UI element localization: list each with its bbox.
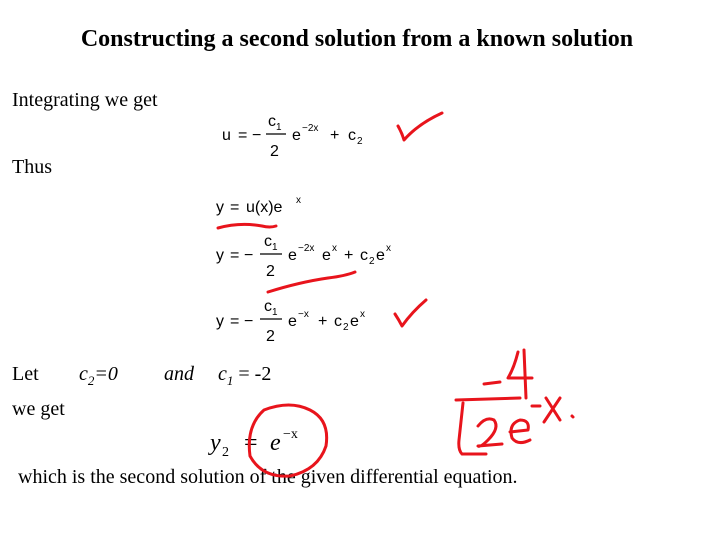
- svg-text:c: c: [360, 247, 368, 264]
- svg-text:+: +: [344, 247, 354, 264]
- svg-text:c: c: [334, 313, 342, 330]
- svg-text:e: e: [288, 247, 297, 264]
- svg-text:x: x: [386, 243, 391, 254]
- thus-label: Thus: [12, 156, 52, 178]
- svg-text:e: e: [322, 247, 331, 264]
- svg-text:=: =: [230, 199, 240, 216]
- svg-text:+: +: [330, 127, 340, 144]
- c1-condition: $c_1 = -2$: [218, 363, 272, 388]
- handwritten-dot: [572, 416, 573, 417]
- svg-text:=: =: [230, 247, 240, 264]
- svg-text:y: y: [216, 313, 224, 330]
- slide-title: Constructing a second solution from a known solution: [80, 26, 634, 52]
- c2-condition: $c_2=0$: [79, 363, 118, 388]
- svg-text:x: x: [360, 309, 365, 320]
- svg-text:e: e: [288, 313, 297, 330]
- svg-text:−2x: −2x: [302, 123, 319, 134]
- svg-text:−x: −x: [283, 427, 298, 442]
- svg-text:=: =: [230, 313, 240, 330]
- svg-text:x: x: [332, 243, 337, 254]
- equation-y-final: [206, 420, 316, 460]
- svg-text:x: x: [296, 195, 301, 206]
- and-label: and: [164, 363, 194, 385]
- svg-text:2: 2: [369, 256, 375, 267]
- integrating-label: Integrating we get: [12, 89, 158, 111]
- svg-text:+: +: [318, 313, 328, 330]
- svg-text:=: =: [238, 127, 248, 144]
- svg-text:2: 2: [357, 136, 363, 147]
- svg-text:u(x)e: u(x)e: [246, 199, 283, 216]
- svg-text:e: e: [270, 430, 281, 456]
- svg-text:c: c: [268, 113, 276, 130]
- svg-text:2: 2: [222, 445, 229, 460]
- svg-text:2: 2: [270, 143, 279, 160]
- box-mark: [456, 398, 520, 454]
- svg-text:y: y: [210, 430, 221, 456]
- svg-text:1: 1: [272, 242, 278, 253]
- conclusion-text: which is the second solution of the given differential equation.: [18, 466, 518, 488]
- svg-text:y: y: [216, 247, 224, 264]
- svg-text:−2x: −2x: [298, 243, 315, 254]
- svg-text:2: 2: [343, 322, 349, 333]
- svg-text:2: 2: [266, 263, 275, 280]
- svg-text:1: 1: [276, 122, 282, 133]
- svg-text:=: =: [244, 430, 258, 456]
- we-get-label: we get: [12, 398, 65, 420]
- checkmark-icon: [395, 300, 426, 326]
- handwritten-exponent: [532, 398, 560, 422]
- svg-text:−: −: [244, 313, 254, 330]
- equation-u: [218, 106, 388, 162]
- equation-y1: [212, 190, 332, 220]
- svg-text:1: 1: [272, 307, 278, 318]
- svg-text:c: c: [264, 233, 272, 250]
- svg-text:−: −: [252, 127, 262, 144]
- equation-y3: [212, 290, 392, 346]
- let-label: Let: [12, 363, 39, 385]
- checkmark-icon: [398, 113, 442, 140]
- svg-text:u: u: [222, 127, 231, 144]
- svg-text:−: −: [244, 247, 254, 264]
- svg-text:−x: −x: [298, 309, 309, 320]
- handwritten-minus-four: [484, 350, 532, 398]
- svg-text:e: e: [292, 127, 301, 144]
- svg-text:e: e: [350, 313, 359, 330]
- svg-text:2: 2: [266, 328, 275, 345]
- handwritten-e: [510, 420, 530, 443]
- handwritten-2: [478, 419, 502, 447]
- svg-text:c: c: [348, 127, 356, 144]
- equation-y2: [212, 228, 412, 284]
- svg-text:c: c: [264, 298, 272, 315]
- svg-text:y: y: [216, 199, 224, 216]
- svg-text:e: e: [376, 247, 385, 264]
